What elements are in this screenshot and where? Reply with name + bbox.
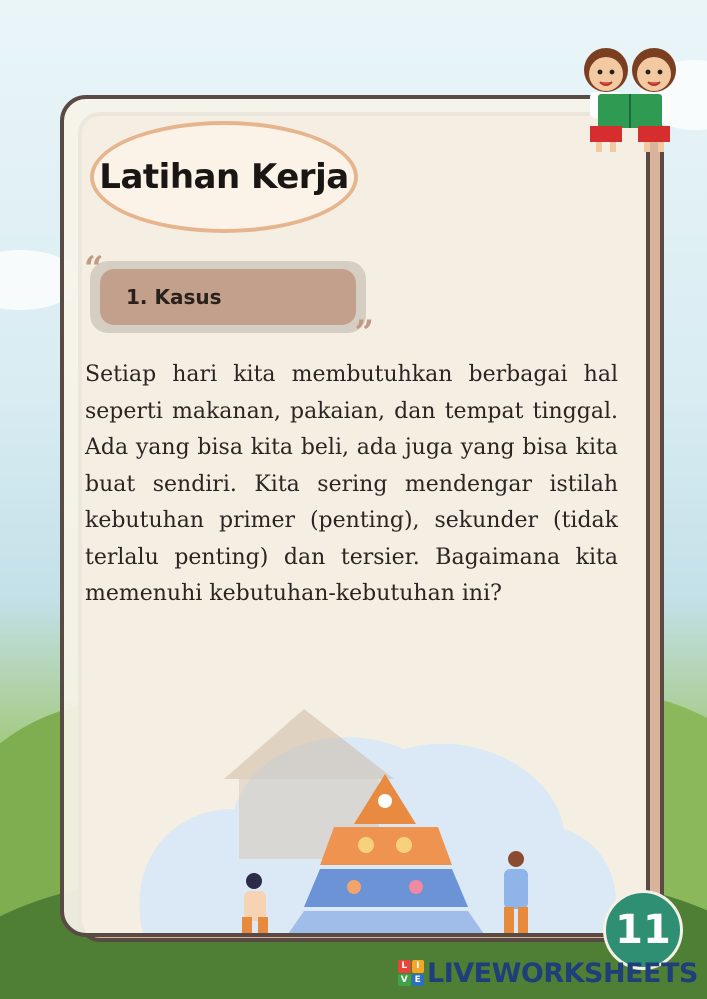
section-label: 1. Kasus <box>126 285 222 309</box>
page-title: Latihan Kerja <box>99 157 349 197</box>
pyramid-tier-3 <box>304 869 468 907</box>
logo-text: LIVEWORKSHEETS <box>427 957 698 989</box>
worksheet-card <box>60 95 650 937</box>
logo-mark-letter: L <box>398 960 411 973</box>
liveworksheets-mark-icon <box>398 960 424 986</box>
pyramid-tier-4 <box>288 911 484 934</box>
page-number: 11 <box>615 907 671 953</box>
logo-mark-letter: E <box>412 974 425 987</box>
logo-mark-letter: V <box>398 974 411 987</box>
title-badge <box>90 121 358 233</box>
section-label-box <box>84 249 374 353</box>
needs-pyramid-illustration <box>104 659 624 937</box>
logo-mark-letter: I <box>412 960 425 973</box>
section-label-fill <box>100 269 356 325</box>
case-paragraph: Setiap hari kita membutuhkan berbagai hal seperti makanan, pakaian, dan tempat tinggal. Ada yang bisa kita beli, ada juga yang bisa kita buat sendiri. Kita sering mendengar istilah kebutuhan primer (penting), sekunder (tidak terlalu penting) dan tersier. Bagaimana kita memenuhi kebutuhan-kebutuhan ini? <box>85 362 618 606</box>
kids-reading-illustration <box>578 38 682 156</box>
liveworksheets-logo[interactable] <box>398 956 698 990</box>
close-quote-icon: ” <box>354 313 374 353</box>
open-quote-icon: “ <box>84 249 104 289</box>
